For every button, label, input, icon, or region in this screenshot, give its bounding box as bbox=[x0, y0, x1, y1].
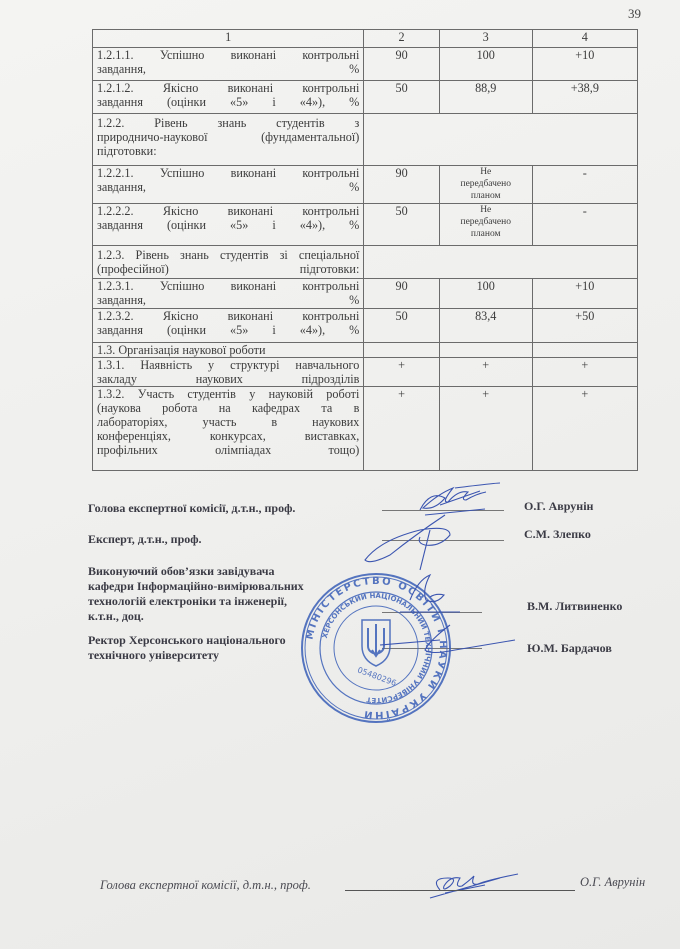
label-line: 1.3.1. Наявність у структурі навчального bbox=[97, 358, 360, 372]
stamp-code: 05480296 bbox=[356, 665, 398, 688]
actual-value: 88,9 bbox=[439, 81, 532, 114]
planned-value: 90 bbox=[364, 279, 439, 309]
header-cell-3: 3 bbox=[439, 30, 532, 48]
stamp-outer-text: МІНІСТЕРСТВО ОСВІТИ І НАУКИ УКРАЇНИ bbox=[304, 575, 449, 721]
label-line: 1.3.2. Участь студентів у науковій роботі bbox=[97, 387, 360, 401]
planned-value: 50 bbox=[364, 204, 439, 246]
label-line: завдання (оцінки «5» і «4»), % bbox=[97, 95, 360, 109]
deviation-value: - bbox=[532, 166, 637, 204]
label-line: профільних олімпіадах тощо) bbox=[97, 443, 360, 457]
signatory-name-rector: Ю.М. Бардачов bbox=[527, 641, 612, 655]
signatory-name-expert: С.М. Злепко bbox=[524, 527, 591, 541]
page-number: 39 bbox=[628, 6, 641, 21]
label-line: 1.2.2.1. Успішно виконані контрольні bbox=[97, 166, 360, 180]
footer-name: О.Г. Аврунін bbox=[580, 875, 646, 889]
header-cell-2: 2 bbox=[364, 30, 439, 48]
label-line: 1.2.3. Рівень знань студентів зі спеціальної bbox=[97, 248, 360, 262]
signature-avrunin bbox=[420, 483, 500, 515]
trident-emblem-icon bbox=[362, 620, 390, 666]
label-line: завдання, % bbox=[97, 62, 360, 76]
label-line: лабораторіях, участь в наукових bbox=[97, 415, 360, 429]
deviation-value: +38,9 bbox=[532, 81, 637, 114]
actual-value: Не передбачено планом bbox=[439, 166, 532, 204]
footer-title: Голова експертної комісії, д.т.н., проф. bbox=[100, 878, 311, 892]
title-line: к.т.н., доц. bbox=[88, 609, 144, 623]
label-line: завдання, % bbox=[97, 293, 360, 307]
actual-value: 100 bbox=[439, 48, 532, 81]
handwritten-signatures bbox=[365, 483, 518, 898]
deviation-value: - bbox=[532, 204, 637, 246]
title-line: кафедри Інформаційно-вимірювальних bbox=[88, 579, 304, 593]
label-line: закладу наукових підрозділів bbox=[97, 372, 360, 386]
title-line: Ректор Херсонського національного bbox=[88, 633, 286, 647]
signature-footer bbox=[430, 874, 518, 898]
stamp-inner-text: ХЕРСОНСЬКИЙ НАЦІОНАЛЬНИЙ ТЕХНІЧНИЙ УНІВЕРСИТЕТ bbox=[320, 591, 433, 705]
header-cell-4: 4 bbox=[532, 30, 637, 48]
official-stamp bbox=[302, 574, 450, 723]
title-line: Виконуючий обов’язки завідувача bbox=[88, 564, 275, 578]
planned-value: + bbox=[364, 358, 439, 387]
label-line: природничо-наукової (фундаментальної) bbox=[97, 130, 360, 144]
deviation-value: + bbox=[532, 358, 637, 387]
footer-signature-line bbox=[345, 890, 575, 891]
deviation-value: + bbox=[532, 387, 637, 471]
label-line: 1.2.1.1. Успішно виконані контрольні bbox=[97, 48, 360, 62]
label-line: завдання, % bbox=[97, 180, 360, 194]
deviation-value: +10 bbox=[532, 279, 637, 309]
label-line: (професійної) підготовки: bbox=[97, 262, 360, 276]
actual-value: + bbox=[439, 387, 532, 471]
actual-value: 83,4 bbox=[439, 309, 532, 343]
label-line: (наукова робота на кафедрах та в bbox=[97, 401, 360, 415]
deviation-value: +10 bbox=[532, 48, 637, 81]
actual-value: + bbox=[439, 358, 532, 387]
planned-value: 50 bbox=[364, 81, 439, 114]
planned-value: + bbox=[364, 387, 439, 471]
label-line: 1.2.1.2. Якісно виконані контрольні bbox=[97, 81, 360, 95]
title-line: Експерт, д.т.н., проф. bbox=[88, 532, 202, 546]
signatory-name-chair: О.Г. Аврунін bbox=[524, 499, 594, 513]
label-line: 1.2.2. Рівень знань студентів з bbox=[97, 116, 360, 130]
planned-value: 50 bbox=[364, 309, 439, 343]
deviation-value: +50 bbox=[532, 309, 637, 343]
label-line: завдання (оцінки «5» і «4»), % bbox=[97, 218, 360, 232]
planned-value: 90 bbox=[364, 48, 439, 81]
label-line: підготовки: bbox=[97, 144, 157, 158]
signature-zlepko bbox=[365, 515, 450, 570]
title-line: Голова експертної комісії, д.т.н., проф. bbox=[88, 501, 296, 515]
signatory-name-head: В.М. Литвиненко bbox=[527, 599, 623, 613]
header-cell-1: 1 bbox=[93, 30, 364, 48]
label-line: завдання (оцінки «5» і «4»), % bbox=[97, 323, 360, 337]
title-line: технічного університету bbox=[88, 648, 219, 662]
planned-value: 90 bbox=[364, 166, 439, 204]
actual-value: Не передбачено планом bbox=[439, 204, 532, 246]
label-line: 1.2.3.2. Якісно виконані контрольні bbox=[97, 309, 360, 323]
actual-value: 100 bbox=[439, 279, 532, 309]
label-line: конференціях, конкурсах, виставках, bbox=[97, 429, 360, 443]
label-line: 1.2.3.1. Успішно виконані контрольні bbox=[97, 279, 360, 293]
label-line: 1.2.2.2. Якісно виконані контрольні bbox=[97, 204, 360, 218]
label-line: 1.3. Організація наукової роботи bbox=[97, 343, 266, 357]
title-line: технологій електроніки та інженерії, bbox=[88, 594, 287, 608]
